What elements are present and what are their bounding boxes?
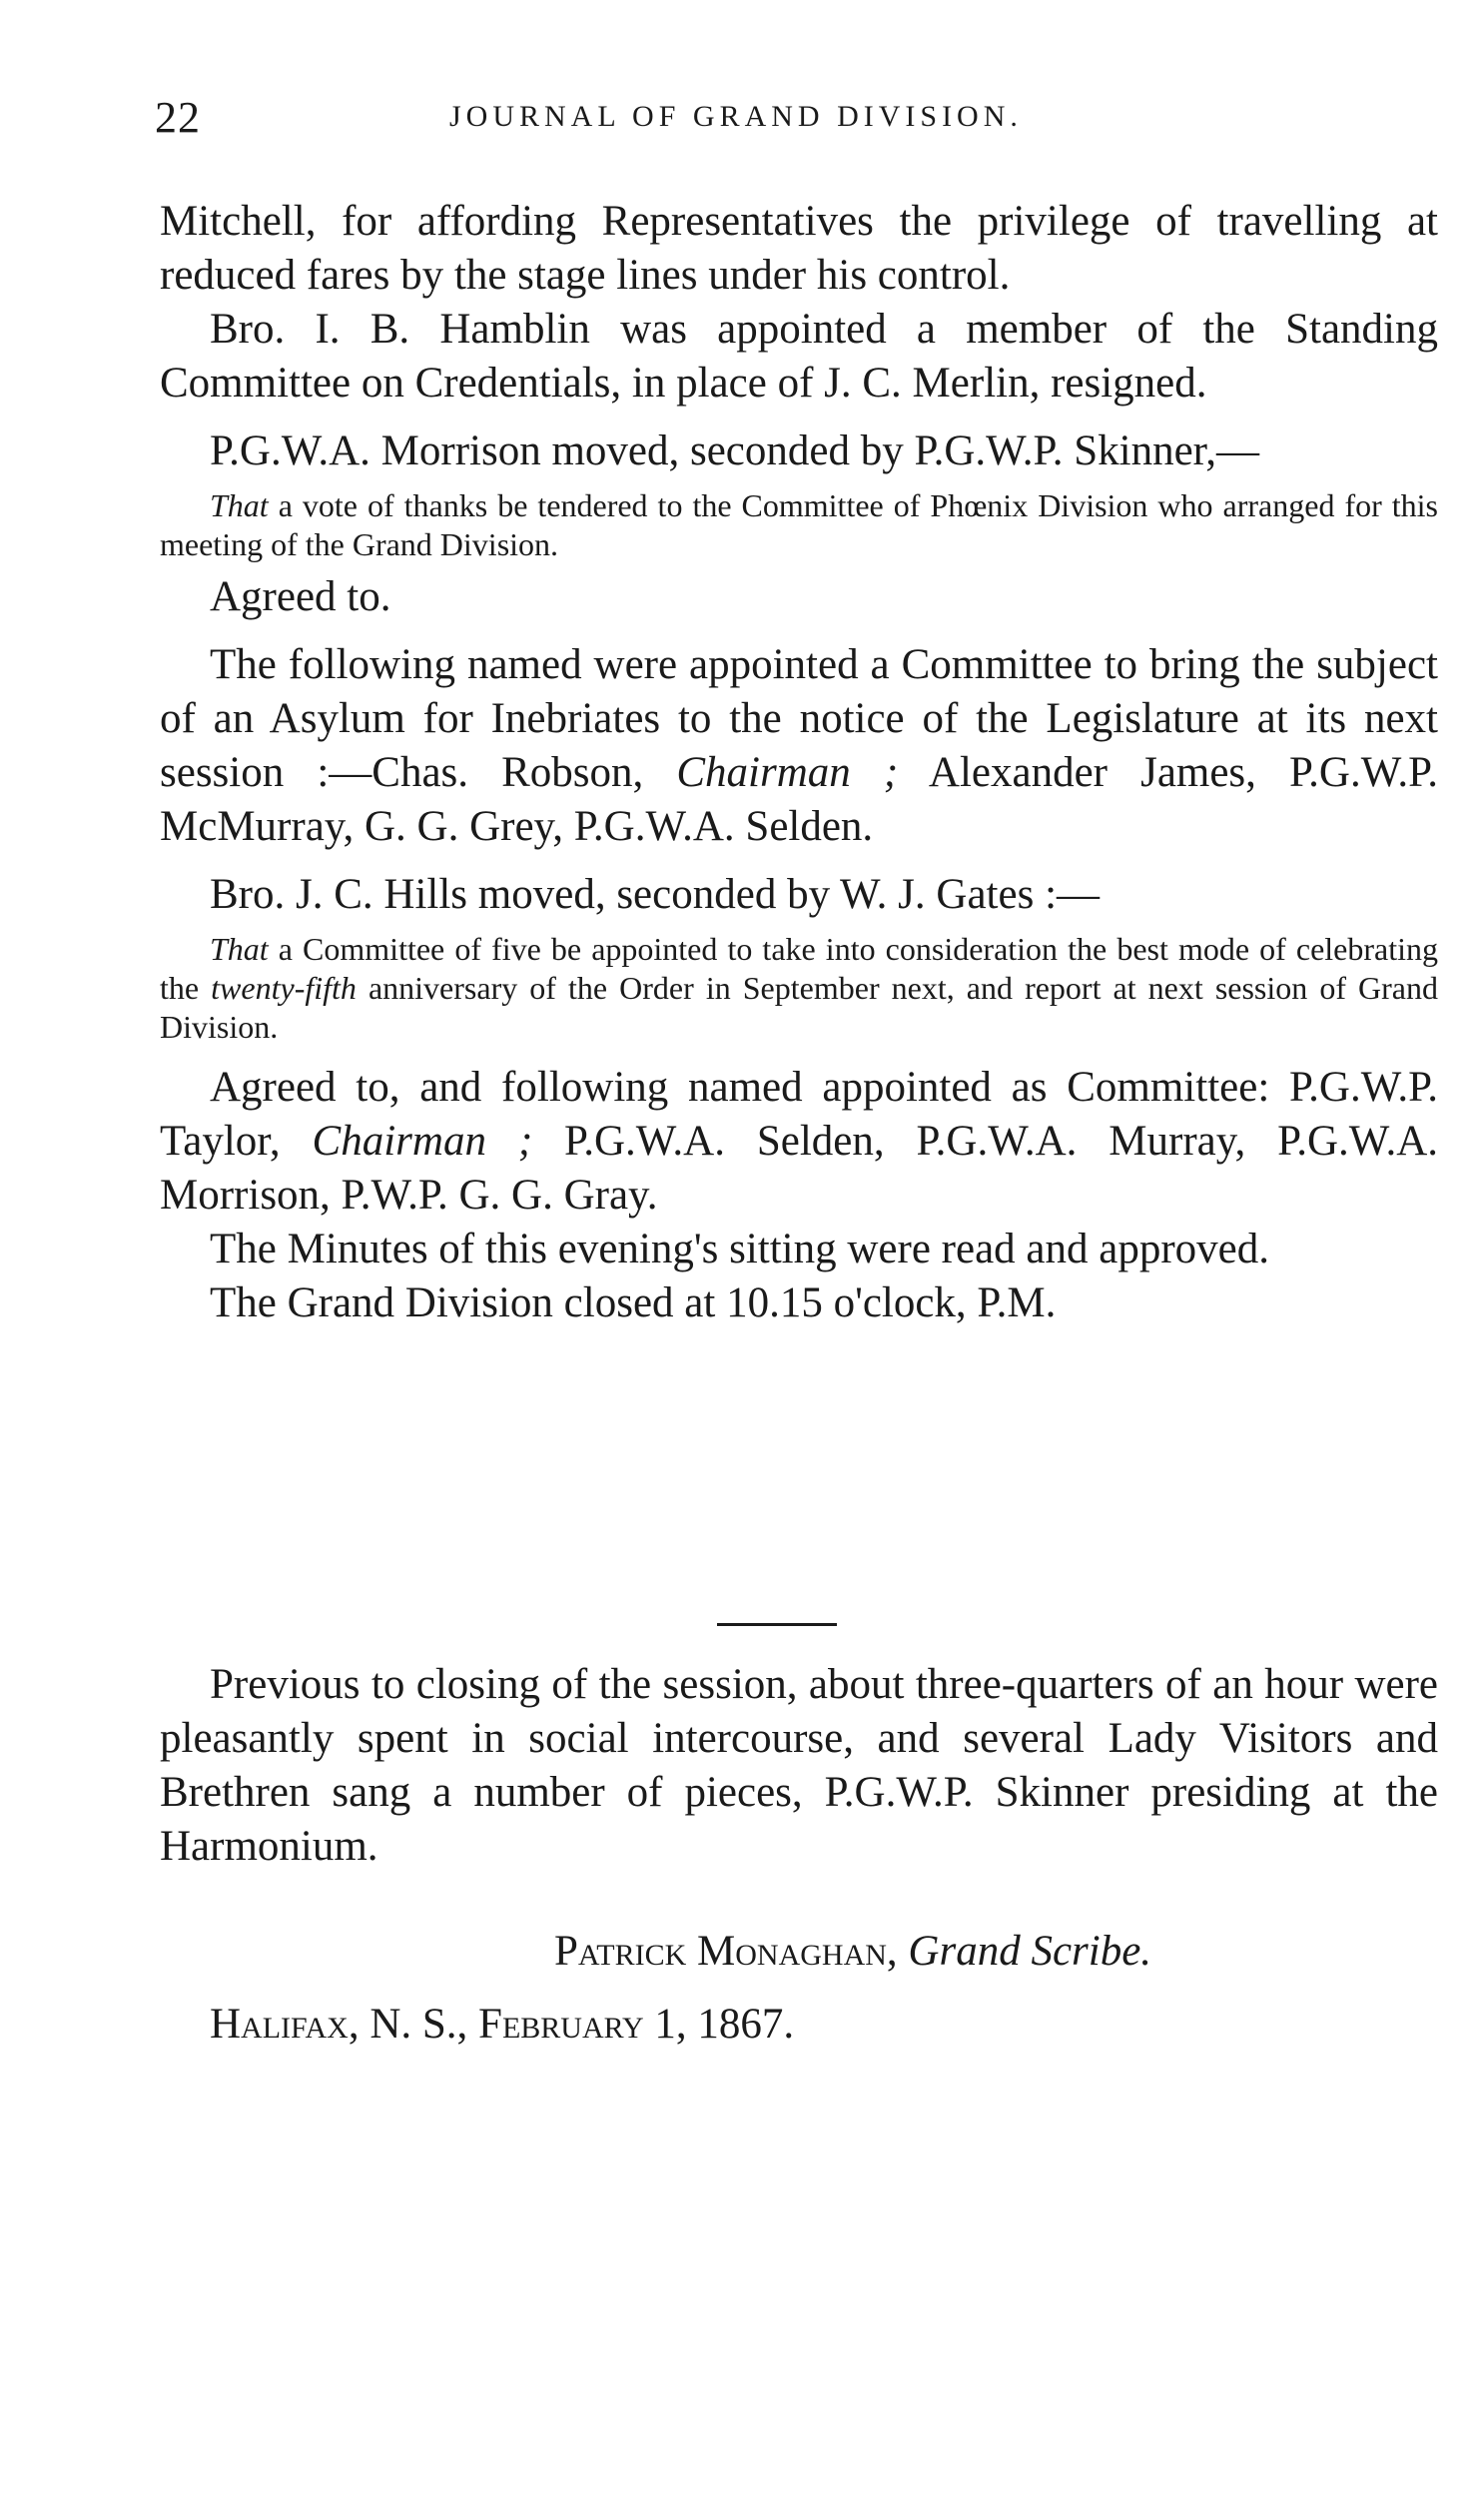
dateline: Halifax, N. S., February 1, 1867. [210, 2001, 795, 2048]
resolution-anniversary-committee [160, 930, 1438, 1047]
section-divider [717, 1623, 837, 1626]
paragraph-closing-time: The Grand Division closed at 10.15 o'clock, P.M. [210, 1279, 1057, 1326]
paragraph-morrison-motion: P.G.W.A. Morrison moved, seconded by P.G.W.P. Skinner,— [210, 427, 1260, 474]
paragraph-hills-motion: Bro. J. C. Hills moved, seconded by W. J. Gates :— [210, 871, 1101, 918]
asylum-chairman: Chairman ; [676, 749, 899, 796]
committee-text-a: Agreed to, and following named appointed as Committee: P.G.W.P. Taylor, [160, 1064, 1438, 1165]
paragraph-hamblin-appointment: Bro. I. B. Hamblin was appointed a member of the Standing Committee on Credentials, in place of J. C. Merlin, resigned. [160, 306, 1438, 407]
running-head: JOURNAL OF GRAND DIVISION. [449, 100, 1023, 133]
signature-name: Patrick Monaghan, [554, 1928, 898, 1975]
asylum-text-b: Alexander James, P.G.W.P. McMurray, G. G. Grey, P.G.W.A. Selden. [160, 749, 1438, 850]
signature [554, 1925, 1151, 1979]
paragraph-social-intercourse: Previous to closing of the session, about three-quarters of an hour were pleasantly spent in social intercourse, and several Lady Visitors and Brethren sang a number of pieces, P.G.W.P. Skinner presiding at the Harmonium. [160, 1661, 1438, 1870]
asylum-text-a: The following named were appointed a Committee to bring the subject of an Asylum for Inebriates to the notice of the Legislature at its next session :—Chas. Robson, [160, 641, 1438, 796]
committee-chairman: Chairman ; [312, 1118, 533, 1165]
resolution-vote-of-thanks [160, 486, 1438, 564]
paragraph-thanks-mitchell: Mitchell, for affording Representatives the privilege of travelling at reduced fares by the stage lines under his control. [160, 198, 1438, 299]
resolution-that: That [210, 487, 269, 523]
anniversary-text-b: anniversary of the Order in September next, and report at next session of Grand Division. [160, 970, 1439, 1045]
committee-text-b: P.G.W.A. Selden, P.G.W.A. Murray, P.G.W.A. Morrison, P.W.P. G. G. Gray. [160, 1118, 1438, 1219]
paragraph-committee-appointed [160, 1061, 1438, 1223]
paragraph-agreed: Agreed to. [210, 573, 391, 620]
anniversary-twenty-fifth: twenty-fifth [211, 970, 357, 1006]
body-text [160, 195, 1438, 1330]
closing-section [160, 1658, 1438, 1874]
page-number: 22 [155, 93, 201, 142]
anniversary-text-a: a Committee of five be appointed to take into consideration the best mode of celebrating the [160, 931, 1438, 1006]
paragraph-minutes-approved: The Minutes of this evening's sitting were read and approved. [210, 1226, 1269, 1272]
resolution-text: a vote of thanks be tendered to the Committee of Phœnix Division who arranged for this meeting of the Grand Division. [160, 487, 1438, 562]
page-header [155, 92, 1443, 152]
signature-title: Grand Scribe. [908, 1928, 1152, 1975]
paragraph-asylum-committee [160, 638, 1438, 854]
resolution-that: That [210, 931, 269, 967]
